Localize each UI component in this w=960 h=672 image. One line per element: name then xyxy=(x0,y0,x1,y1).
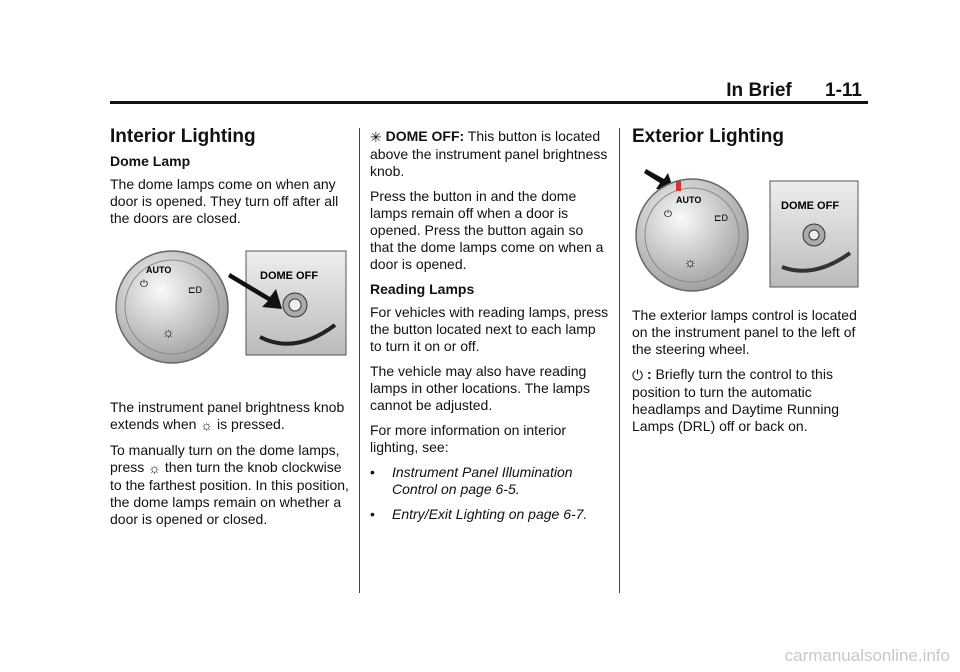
dome-off-label: DOME OFF xyxy=(781,200,840,212)
list-item: • Instrument Panel Illumination Control on page 6-5. xyxy=(370,464,610,498)
exterior-figure xyxy=(632,155,868,295)
dome-off-para-2: Press the button in and the dome lamps remain off when a door is opened. Press the button again so that the dome lamps come on when a door is opened. xyxy=(370,187,604,272)
sun-icon: ☼ xyxy=(162,324,175,340)
reading-para-3: For more information on interior lighting, see: xyxy=(370,421,567,455)
dome-para-2: The instrument panel brightness knob extends when ☼ is pressed. xyxy=(110,399,345,433)
auto-label: AUTO xyxy=(676,195,702,205)
sun-icon: ☼ xyxy=(684,254,697,270)
brightness-knob-icon: ☼ xyxy=(200,416,214,433)
interior-title: Interior Lighting xyxy=(110,126,256,147)
svg-text:⊏D: ⊏D xyxy=(188,285,203,295)
reading-para-1: For vehicles with reading lamps, press the button located next to each lamp to turn it on or off. xyxy=(370,303,609,354)
list-item: • Entry/Exit Lighting on page 6-7. xyxy=(370,505,588,522)
dome-off-label: DOME OFF xyxy=(260,270,319,282)
exterior-para-1: The exterior lamps control is located on the instrument panel to the left of the steering wheel. xyxy=(632,307,857,357)
cross-ref-link: Instrument Panel Illumination Control on page 6-5. xyxy=(392,463,573,497)
svg-text:⏻: ⏻ xyxy=(664,209,672,220)
dome-off-icon: ✳ xyxy=(370,128,382,145)
watermark: carmanualsonline.info xyxy=(784,646,950,665)
header-rule xyxy=(110,101,868,104)
dome-para-3: To manually turn on the dome lamps, press ☼ then turn the knob clockwise to the farthest position. In this position, the dome lamps remain on whether a door is opened or closed. xyxy=(110,441,349,527)
knob-figure xyxy=(116,251,228,363)
reading-para-2: The vehicle may also have reading lamps in other locations. The lamps cannot be adjusted. xyxy=(370,362,590,413)
column-divider xyxy=(619,128,620,593)
header-section: In Brief xyxy=(726,80,792,101)
cross-ref-link: Entry/Exit Lighting on page 6-7. xyxy=(392,505,588,522)
dome-lamp-subhead: Dome Lamp xyxy=(110,153,191,169)
exterior-title: Exterior Lighting xyxy=(632,126,784,147)
power-off-icon: ⏻ xyxy=(632,366,644,383)
column-exterior xyxy=(632,128,872,443)
svg-text:⏻: ⏻ xyxy=(140,279,148,290)
column-dome-reading xyxy=(370,128,610,531)
reading-lamps-subhead: Reading Lamps xyxy=(370,280,475,297)
interior-figure xyxy=(110,245,350,385)
dome-para-1: The dome lamps come on when any door is opened. They turn off after all the doors are closed. xyxy=(110,176,339,226)
svg-text:⊏D: ⊏D xyxy=(714,213,729,223)
page-header xyxy=(726,80,862,102)
exterior-para-2: ⏻ : Briefly turn the control to this position to turn the automatic headlamps and Daytime Running Lamps (DRL) off or back on. xyxy=(632,366,840,434)
dome-off-para: ✳ DOME OFF: This button is located above the instrument panel brightness knob. xyxy=(370,128,608,179)
auto-label: AUTO xyxy=(146,265,172,275)
column-divider xyxy=(359,128,360,593)
brightness-knob-icon: ☼ xyxy=(148,459,161,476)
column-interior xyxy=(110,128,350,536)
page-number: 1-11 xyxy=(825,80,862,101)
